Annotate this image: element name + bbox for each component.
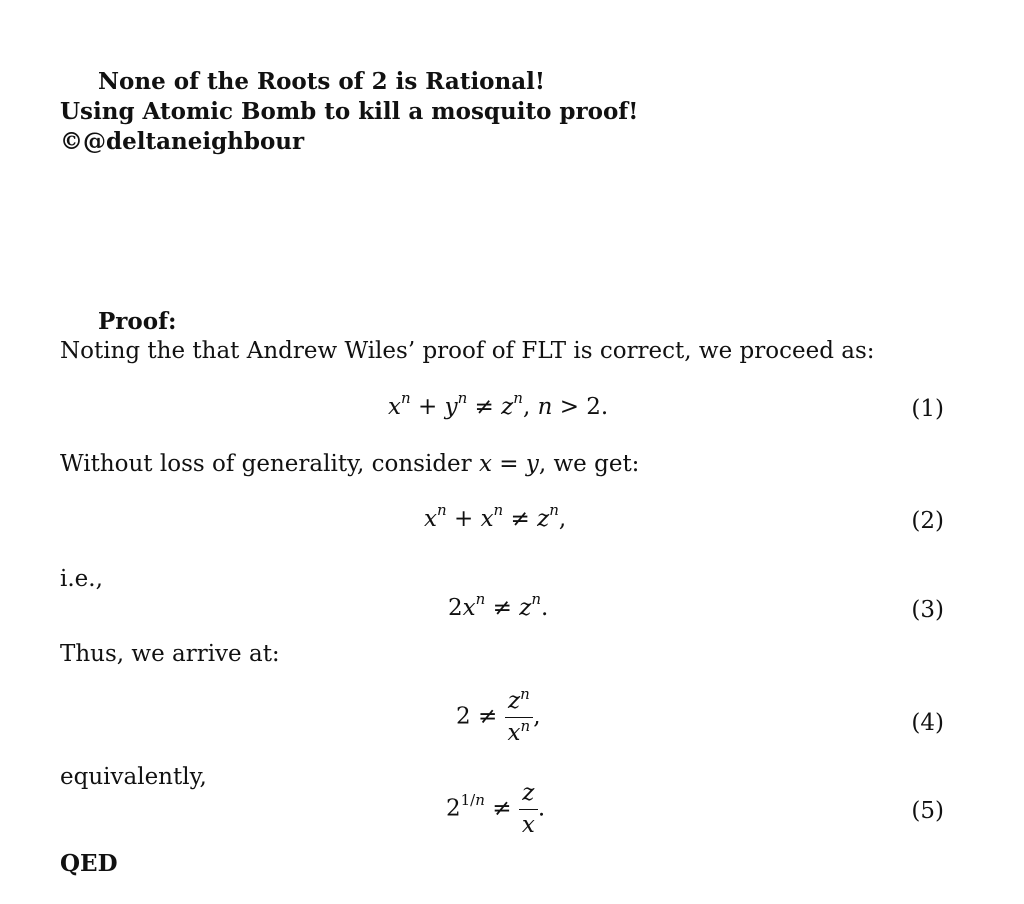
equivalently-text: equivalently, [60,764,207,790]
author-handle: @deltaneighbour [83,128,305,155]
intro-paragraph: Noting the that Andrew Wiles’ proof of FLT is correct, we proceed as: [60,338,875,364]
author-line [60,128,304,155]
equation-2: $x^n + x^n \ne z^n$, [424,501,567,532]
document-subtitle: Using Atomic Bomb to kill a mosquito proof! [60,98,639,125]
equation-3-number: (3) [911,597,944,623]
proof-heading: Proof: [98,308,177,335]
thus-text: Thus, we arrive at: [60,641,280,667]
qed-label: QED [60,850,118,877]
copyright-icon: © [60,128,83,155]
equation-5-number: (5) [911,798,944,824]
equation-2-number: (2) [911,508,944,534]
equation-3: $2x^n \ne z^n$. [448,590,549,621]
ie-text: i.e., [60,566,103,592]
generality-suffix: , we get: [538,451,640,477]
document-title: None of the Roots of 2 is Rational! [98,68,545,95]
generality-prefix: Without loss of generality, consider [60,451,479,477]
equation-1: $x^n + y^n \ne z^n$, n > 2. [388,389,609,420]
equation-5: $2^{1/n}$ ≠ $\frac{z}{x}$ . [446,780,546,838]
equation-4-number: (4) [911,710,944,736]
equation-4: 2 ≠ $\frac{z^n}{x^n}$ , [456,685,541,746]
equation-1-number: (1) [911,396,944,422]
generality-paragraph: Without loss of generality, consider x = y, we get: [60,451,640,477]
